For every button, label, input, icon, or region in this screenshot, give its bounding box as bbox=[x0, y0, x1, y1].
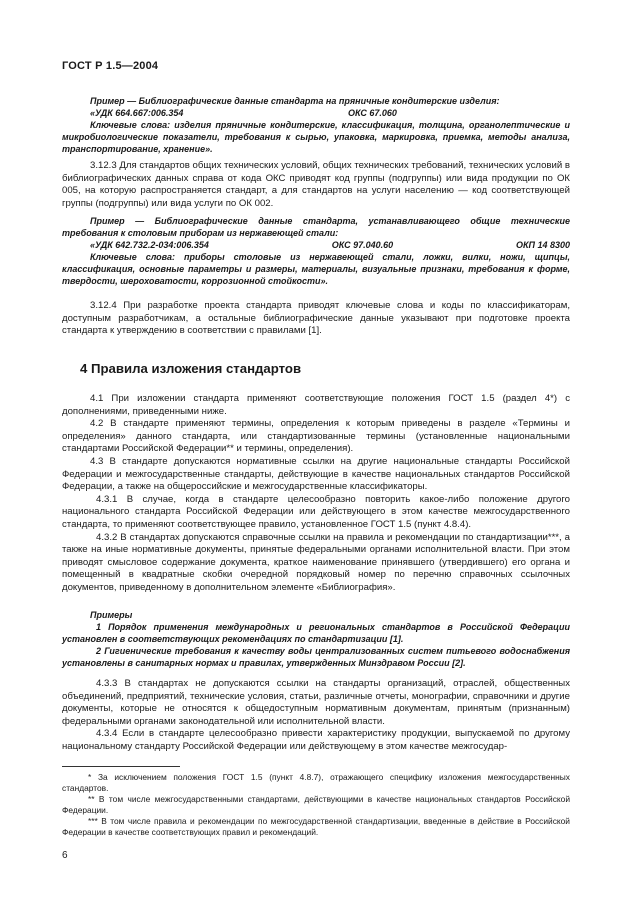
paragraph-4-3-4: 4.3.4 Если в стандарте целесообразно привести характеристику продукции, выпускаемой по другому национальному стандарту Российской Федерации или действующему в этом качестве межгосудар- bbox=[62, 728, 570, 752]
paragraph-4-2: 4.2 В стандарте применяют термины, определения к которым приведены в разделе «Термины и определения» данного стандарта, или стандартизованные термины (установленные национальными стандартами Российской Федерации** и термины, определения). bbox=[62, 418, 570, 455]
example-2-title: Пример — Библиографические данные стандарта, устанавливающего общие технические требования к столовым приборам из нержавеющей стали: bbox=[62, 216, 570, 238]
example-1-udk: «УДК 664.667:006.354 bbox=[90, 108, 184, 118]
section-4-body bbox=[62, 393, 570, 595]
paragraph-3-12-4-text: 3.12.4 При разработке проекта стандарта приводят ключевые слова и коды по классификаторам, доступным разработчикам, а остальные библиографические данные указывают при подготовке проекта стандарта к утверждению в соответствии с правилами [1]. bbox=[62, 300, 570, 337]
examples-block bbox=[62, 609, 570, 669]
footnote-2: ** В том числе межгосударственными стандартами, действующими в качестве национальных стандартов Российской Федерации. bbox=[62, 794, 570, 815]
paragraph-3-12-3-text: 3.12.3 Для стандартов общих технических условий, общих технических требований, технических условий в библиографических данных справа от кода ОКС приводят код группы (подгруппы) или вида продукции по ОК 005, на которую распространяется стандарт, а для стандартов на услуги населению — код соответствующей группы (подгруппы) или вида услуги по ОК 002. bbox=[62, 160, 570, 209]
page-header-title: ГОСТ Р 1.5—2004 bbox=[62, 60, 159, 72]
example-2-keywords: Ключевые слова: приборы столовые из нержавеющей стали, ложки, вилки, ножи, щипцы, классификация, основные параметры и размеры, материалы, визуальные признаки, требования к форме, твердости, шероховатости, коррозионной стойкости». bbox=[62, 252, 570, 286]
paragraph-4-1: 4.1 При изложении стандарта применяют соответствующие положения ГОСТ 1.5 (раздел 4*) с дополнениями, приведенными ниже. bbox=[62, 393, 570, 417]
example-1-oks: ОКС 67.060 bbox=[348, 108, 397, 118]
example-1-title: Пример — Библиографические данные стандарта на пряничные кондитерские изделия: bbox=[90, 96, 500, 106]
paragraph-4-3-3: 4.3.3 В стандартах не допускаются ссылки на стандарты организаций, отраслей, общественных объединений, предприятий, технические условия, статьи, различные отчеты, монографии, справочники и другие документы, которые не относятся к общедоступным нормативным документам, принятым (признанным) федеральными органами законодательной или исполнительной власти. bbox=[62, 678, 570, 727]
example-2 bbox=[62, 215, 570, 287]
page-number: 6 bbox=[62, 850, 68, 861]
example-1-keywords: Ключевые слова: изделия пряничные кондитерские, классификация, толщина, органолептические и микробиологические показатели, требования к сырью, упаковка, маркировка, приемка, методы анализа, транспортирование, хранение». bbox=[62, 120, 570, 154]
example-1-codes bbox=[62, 107, 570, 119]
paragraph-4-3-1: 4.3.1 В случае, когда в стандарте целесообразно повторить какое-либо положение другого национального стандарта Российской Федерации или действующего в этом качестве межгосударственного стандарта, то применяют соответствующее правило, установленное ГОСТ 1.5 (пункт 4.8.4). bbox=[62, 493, 570, 530]
paragraphs-4-3-3-4 bbox=[62, 678, 570, 754]
footnote-1: * За исключением положения ГОСТ 1.5 (пункт 4.8.7), отражающего специфику изложения межгосударственных стандартов. bbox=[62, 772, 570, 793]
example-item-1: 1 Порядок применения международных и региональных стандартов в Российской Федерации установлен в соответствующих рекомендациях по стандартизации [1]. bbox=[62, 622, 570, 644]
footnote-3: *** В том числе правила и рекомендации по межгосударственной стандартизации, введенные в действие в Российской Федерации в качестве соответствующих правил и рекомендаций. bbox=[62, 816, 570, 837]
example-2-codes bbox=[62, 239, 570, 251]
example-2-oks: ОКС 97.040.60 bbox=[331, 240, 394, 250]
paragraph-3-12-3 bbox=[62, 160, 570, 210]
example-1 bbox=[62, 95, 570, 155]
example-2-okp: ОКП 14 8300 bbox=[515, 240, 570, 250]
examples-title: Примеры bbox=[90, 610, 133, 620]
example-2-udk: «УДК 642.732.2-034:006.354 bbox=[90, 240, 209, 250]
paragraph-3-12-4 bbox=[62, 300, 570, 338]
paragraph-4-3-2: 4.3.2 В стандартах допускаются справочные ссылки на правила и рекомендации по стандартизации***, а также на иные нормативные документы, принятые федеральными органами исполнительной власти. При этом приводят смысловое содержание документа, краткое наименование принявшего (утвердившего) его органа и помещенный в квадратные скобки очередной порядковый номер по перечню справочных ссылочных документов, приведенному в дополнительном элементе «Библиография». bbox=[62, 531, 570, 593]
footnote-separator bbox=[62, 766, 180, 767]
paragraph-4-3: 4.3 В стандарте допускаются нормативные ссылки на другие национальные стандарты Российской Федерации и межгосударственные стандарты, действующие в качестве национальных стандартов Российской Федерации, а также на общероссийские и межгосударственные классификаторы. bbox=[62, 455, 570, 493]
example-item-2: 2 Гигиенические требования к качеству воды централизованных систем питьевого водоснабжения установлены в санитарных нормах и правилах, утвержденных Минздравом России [2]. bbox=[62, 646, 570, 668]
footnotes bbox=[62, 772, 570, 838]
section-4-heading: 4 Правила изложения стандартов bbox=[80, 361, 302, 376]
